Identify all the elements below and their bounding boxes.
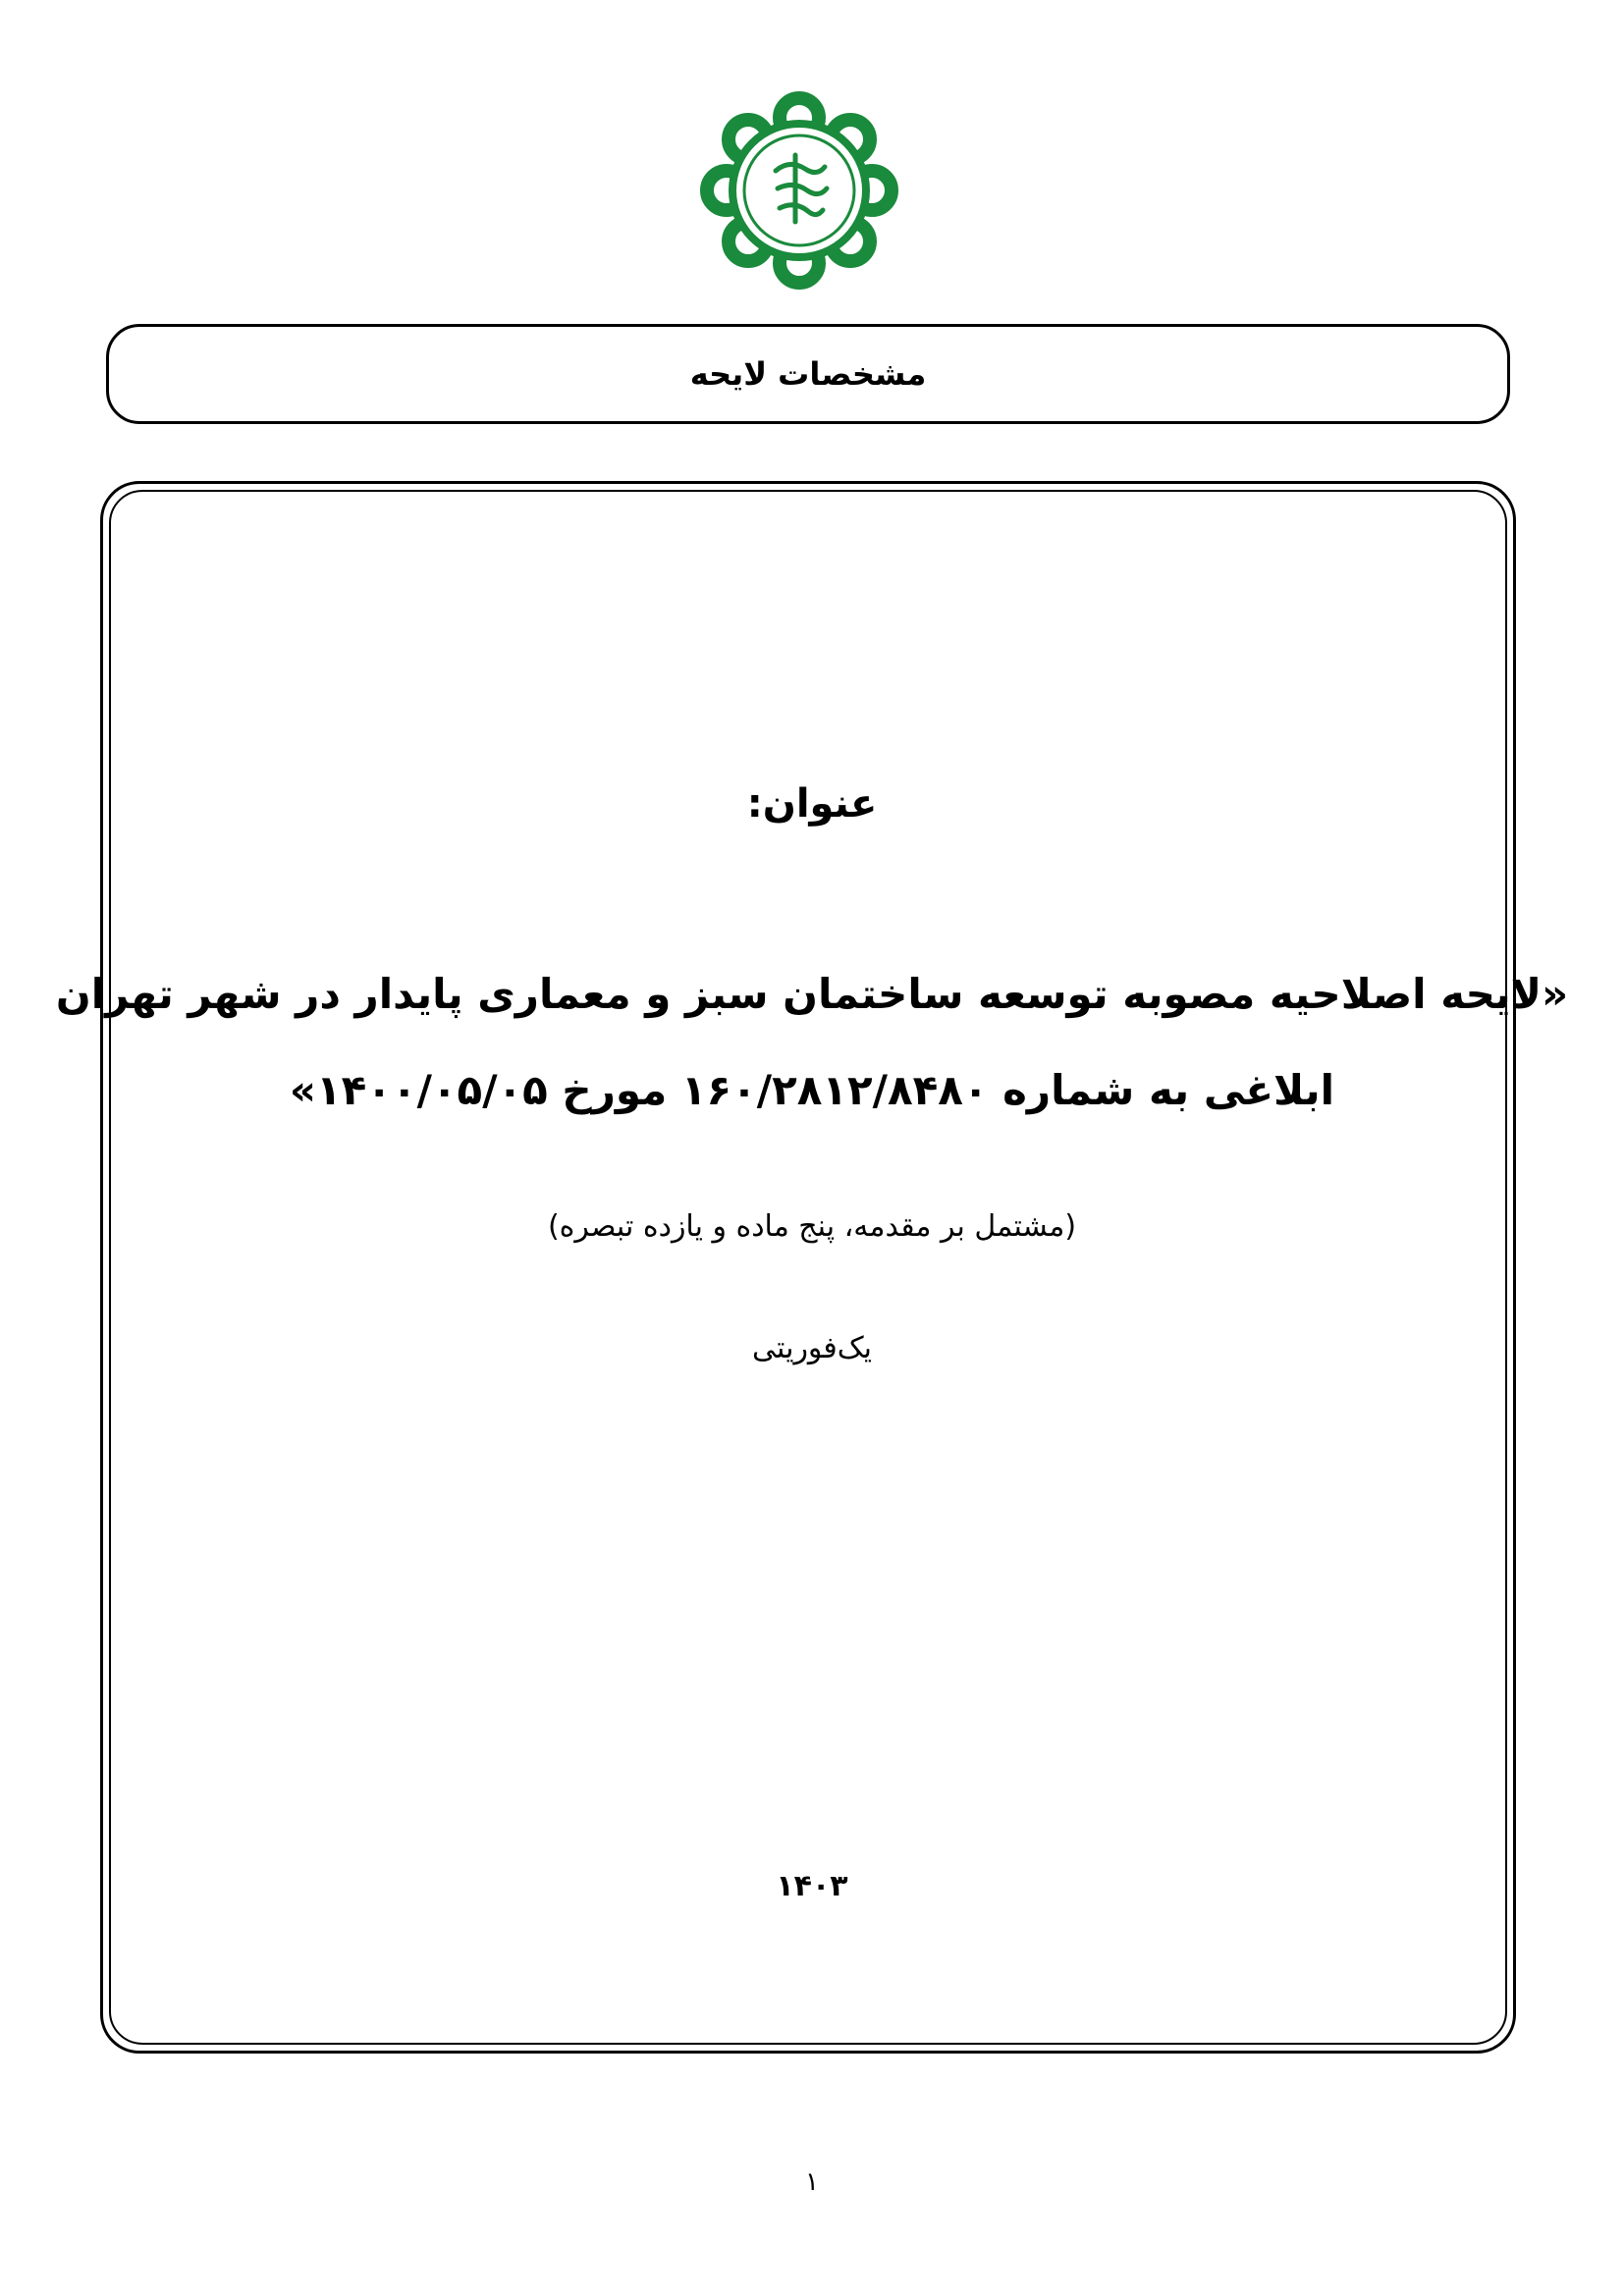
bill-specifications-header [106, 324, 1510, 424]
tehran-municipality-emblem-icon [699, 90, 899, 291]
cover-frame-inner-border [109, 490, 1507, 2045]
bill-subject-line-1: «لایحه اصلاحیه مصوبه توسعه ساختمان سبز و معماری پایدار در شهر تهران [55, 970, 1569, 1018]
tehran-municipality-logo [699, 90, 899, 291]
title-label: عنوان: [746, 781, 878, 827]
document-year: ۱۴۰۳ [776, 1869, 848, 1903]
header-title: مشخصات لایحه [689, 355, 927, 393]
cover-frame [100, 481, 1516, 2054]
page-number: ۱ [805, 2167, 819, 2197]
urgency-status: یک‌فوریتی [752, 1331, 872, 1365]
bill-subject-line-2: ابلاغی به شماره ۱۶۰/۲۸۱۲/۸۴۸۰ مورخ ۱۴۰۰/۰۵/۰۵» [289, 1066, 1335, 1114]
contents-note: (مشتمل بر مقدمه، پنج ماده و یازده تبصره) [547, 1209, 1077, 1244]
